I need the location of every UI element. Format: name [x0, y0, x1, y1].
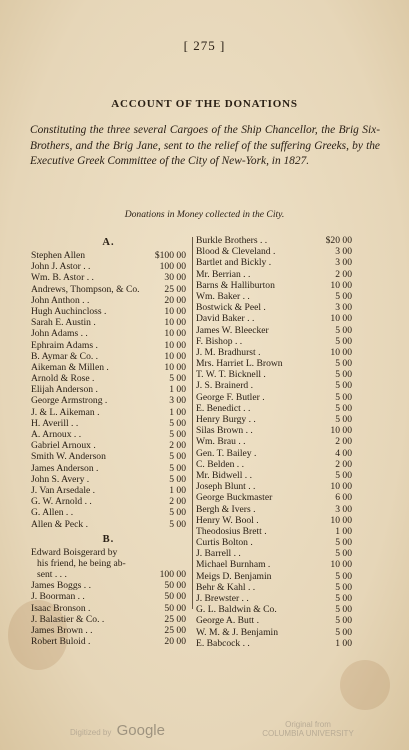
donation-amount: 5 00 — [335, 548, 352, 560]
donation-amount: 2 00 — [335, 458, 352, 470]
donor-name: Burkle Brothers . . — [196, 235, 268, 246]
donor-name: J. Barrell . . — [196, 548, 241, 560]
donor-name: Silas Brown . . — [196, 425, 253, 437]
donation-amount: 50 00 — [164, 591, 186, 603]
donation-amount: 5 00 — [169, 518, 186, 530]
donor-name: George Buckmaster — [196, 492, 273, 504]
donation-amount: 3 00 — [169, 395, 186, 407]
list-item — [31, 362, 186, 373]
list-item — [31, 603, 186, 614]
donor-name: James Brown . . — [31, 625, 93, 637]
list-item — [31, 463, 186, 474]
list-item — [196, 504, 352, 515]
donation-amount: 10 00 — [164, 317, 186, 329]
donor-name: E. Benedict . . — [196, 402, 251, 414]
donor-name: W. M. & J. Benjamin — [196, 626, 278, 638]
paper-stain — [340, 660, 390, 710]
donor-name: George F. Butler . — [196, 391, 265, 403]
donor-name: Isaac Bronson . — [31, 602, 91, 614]
donation-amount: 5 00 — [169, 462, 186, 474]
donor-name: James W. Bleecker — [196, 324, 269, 336]
donation-amount: 5 00 — [335, 570, 352, 582]
list-item — [31, 328, 186, 339]
donation-amount: 4 00 — [335, 447, 352, 459]
donor-name: Elijah Anderson . — [31, 384, 98, 396]
source-watermark — [258, 720, 358, 738]
donor-name: Wm. B. Astor . . — [31, 272, 94, 284]
list-item — [196, 481, 352, 492]
donation-amount: 5 00 — [335, 593, 352, 604]
donor-name: E. Babcock . . — [196, 637, 250, 649]
donor-name: J. Boorman . . — [31, 591, 85, 603]
donor-name: Gabriel Arnoux . — [31, 440, 96, 452]
donor-name: G. W. Arnold . . — [31, 496, 92, 508]
list-item — [196, 537, 352, 548]
donation-amount: 5 00 — [335, 414, 352, 425]
donor-name: Allen & Peck . — [31, 518, 89, 530]
list-item — [31, 614, 186, 625]
donor-name: George Armstrong . — [31, 395, 108, 407]
donor-name: John Adams . . — [31, 328, 88, 340]
list-item — [31, 295, 186, 306]
list-item — [31, 418, 186, 429]
donor-name: Barns & Halliburton — [196, 279, 275, 291]
list-item — [31, 519, 186, 530]
left-column — [31, 235, 186, 647]
list-item — [31, 250, 186, 261]
intro-paragraph: Constituting the three several Cargoes of the Ship Chancellor, the Brig Six-Brothers, and the Brig Jane, sent to the relief of the suffering Greeks, by the Executive Greek Committee of the City of New-York, in 1827. — [30, 124, 380, 167]
list-item — [196, 358, 352, 369]
section-letter-b: B. — [102, 533, 115, 545]
donor-name: J. Van Arsedale . — [31, 484, 96, 496]
donor-name: Mr. Bidwell . . — [196, 469, 252, 481]
donation-amount: 5 00 — [335, 615, 352, 627]
list-item — [31, 317, 186, 328]
donor-name: Meigs D. Benjamin — [196, 570, 272, 582]
donation-amount: 5 00 — [335, 402, 352, 414]
donor-name: Michael Burnham . — [196, 559, 271, 571]
donation-amount: 5 00 — [335, 290, 352, 302]
donation-amount: 10 00 — [164, 350, 186, 362]
list-item — [31, 591, 186, 602]
donor-name: Henry Burgy . . — [196, 414, 256, 425]
donation-amount: 3 00 — [335, 257, 352, 269]
donation-amount: 25 00 — [164, 625, 186, 637]
donation-amount: 3 00 — [335, 503, 352, 515]
donor-name: Blood & Cleveland . — [196, 246, 276, 258]
list-item — [31, 395, 186, 406]
donor-name: H. Averill . . — [31, 417, 79, 429]
donation-amount: 25 00 — [164, 613, 186, 625]
donor-list-b — [31, 580, 186, 647]
list-item — [31, 272, 186, 283]
donor-list-right — [196, 235, 352, 649]
donation-amount: 10 00 — [330, 425, 352, 437]
page-number: [ 275 ] — [183, 38, 226, 53]
list-item — [196, 515, 352, 526]
donor-name: J. & L. Aikeman . — [31, 406, 100, 418]
list-item — [31, 496, 186, 507]
donation-amount: 30 00 — [164, 272, 186, 284]
list-item — [196, 302, 352, 313]
donor-note-line: Edward Boisgerard by — [31, 546, 118, 558]
donation-amount: 5 00 — [335, 626, 352, 638]
donation-amount: 5 00 — [335, 537, 352, 549]
list-item — [196, 627, 352, 638]
donor-name: J. S. Brainerd . — [196, 380, 254, 392]
list-item — [196, 425, 352, 436]
donor-list-a — [31, 250, 186, 530]
list-item — [31, 625, 186, 636]
list-item — [31, 474, 186, 485]
donation-amount: 5 00 — [335, 469, 352, 481]
list-item — [31, 384, 186, 395]
donation-amount: 2 00 — [169, 496, 186, 508]
donation-amount: 1 00 — [169, 406, 186, 418]
donor-name: G. Allen . . — [31, 507, 74, 519]
digitized-watermark — [70, 722, 165, 739]
donation-amount: 5 00 — [335, 324, 352, 336]
list-item — [31, 569, 186, 580]
donor-name: G. L. Baldwin & Co. — [196, 604, 277, 616]
donor-name: Stephen Allen — [31, 250, 86, 261]
donor-name: James Boggs . . — [31, 580, 91, 592]
donation-amount: 1 00 — [169, 484, 186, 496]
donation-amount: 20 00 — [164, 636, 186, 648]
list-item — [31, 306, 186, 317]
donor-name: Bartlet and Bickly . — [196, 257, 272, 269]
donation-amount: 10 00 — [164, 305, 186, 317]
donation-amount: 50 00 — [164, 580, 186, 592]
list-item — [196, 235, 352, 246]
list-item — [31, 507, 186, 518]
donation-amount: 1 00 — [335, 525, 352, 537]
donor-name: Joseph Blunt . . — [196, 481, 256, 493]
donation-amount: 5 00 — [335, 581, 352, 593]
donor-name: James Anderson . — [31, 462, 99, 474]
donation-amount: 3 00 — [335, 246, 352, 258]
donor-name: John S. Avery . — [31, 473, 90, 485]
list-item — [196, 604, 352, 615]
original-from-text: Original from — [285, 720, 331, 729]
donation-amount: 25 00 — [164, 283, 186, 295]
list-item — [196, 448, 352, 459]
donor-name: John J. Astor . . — [31, 261, 91, 273]
list-item — [196, 313, 352, 324]
donor-name: Aikeman & Millen . — [31, 361, 109, 373]
right-column — [196, 235, 352, 649]
list-item — [196, 380, 352, 391]
list-item — [196, 436, 352, 447]
list-item — [196, 470, 352, 481]
donation-amount: 5 00 — [335, 380, 352, 392]
donor-name: Smith W. Anderson — [31, 451, 106, 463]
donor-note-line: his friend, he being ab- — [37, 557, 126, 569]
list-item — [196, 593, 352, 604]
column-divider — [192, 237, 193, 609]
list-item — [196, 257, 352, 268]
donation-amount: 10 00 — [330, 279, 352, 291]
donor-note — [31, 547, 186, 569]
list-item — [196, 571, 352, 582]
page-title: ACCOUNT OF THE DONATIONS — [111, 98, 298, 110]
donor-name: J. Brewster . . — [196, 593, 249, 604]
list-item — [196, 291, 352, 302]
donor-name: Henry W. Bool . — [196, 514, 259, 526]
donor-name: sent . . . — [37, 569, 67, 581]
donation-amount: 10 00 — [330, 514, 352, 526]
list-item — [196, 459, 352, 470]
donor-name: J. M. Bradhurst . — [196, 346, 261, 358]
donor-name: T. W. T. Bicknell . — [196, 369, 266, 381]
donor-name: F. Bishop . . — [196, 335, 243, 347]
donation-amount: 10 00 — [164, 328, 186, 340]
donor-name: Gen. T. Bailey . — [196, 447, 257, 459]
list-item — [196, 347, 352, 358]
donation-amount: 1 00 — [335, 637, 352, 649]
list-item — [196, 492, 352, 503]
donor-name: Bostwick & Peel . — [196, 302, 266, 314]
donation-amount: 5 00 — [335, 369, 352, 381]
donor-name: Wm. Brau . . — [196, 436, 246, 448]
list-item — [196, 336, 352, 347]
donation-amount: 2 00 — [335, 436, 352, 448]
list-item — [196, 403, 352, 414]
donor-name: Wm. Baker . . — [196, 290, 250, 302]
donation-amount: 10 00 — [330, 559, 352, 571]
donor-name: Ephraim Adams . — [31, 339, 98, 351]
donation-amount: 2 00 — [335, 268, 352, 280]
list-item — [196, 280, 352, 291]
donation-amount: 5 00 — [169, 417, 186, 429]
list-item — [31, 351, 186, 362]
donor-name: J. Balastier & Co. . — [31, 613, 105, 625]
list-item — [196, 325, 352, 336]
donation-amount: 5 00 — [335, 358, 352, 370]
donation-amount: 20 00 — [164, 294, 186, 306]
list-item — [31, 429, 186, 440]
donor-name: Curtis Bolton . — [196, 537, 253, 549]
list-item — [196, 559, 352, 570]
donation-amount: 5 00 — [169, 473, 186, 485]
list-item — [31, 440, 186, 451]
list-item — [196, 638, 352, 649]
list-item — [31, 261, 186, 272]
list-item — [31, 451, 186, 462]
list-item — [31, 636, 186, 647]
donor-name: C. Belden . . — [196, 458, 244, 470]
donation-amount: 10 00 — [330, 346, 352, 358]
donor-name: Andrews, Thompson, & Co. — [31, 283, 140, 295]
donation-amount: 5 00 — [335, 335, 352, 347]
list-item — [196, 615, 352, 626]
donor-name: Robert Buloid . — [31, 636, 91, 648]
donation-amount: 50 00 — [164, 602, 186, 614]
donation-amount: $100 00 — [154, 250, 186, 261]
donor-name: Bergh & Ivers . — [196, 503, 256, 515]
donation-amount: 2 00 — [169, 440, 186, 452]
donor-name: Sarah E. Austin . — [31, 317, 96, 329]
donation-amount: 100 00 — [159, 261, 186, 273]
list-item — [31, 485, 186, 496]
google-logo: Google — [116, 722, 165, 739]
list-item — [196, 582, 352, 593]
donation-amount: 5 00 — [335, 391, 352, 403]
donation-amount: 5 00 — [335, 604, 352, 616]
donation-amount: 3 00 — [335, 302, 352, 314]
list-item — [196, 548, 352, 559]
list-item — [196, 269, 352, 280]
donation-amount: 5 00 — [169, 373, 186, 385]
list-item — [196, 526, 352, 537]
donation-amount: 10 00 — [164, 339, 186, 351]
donation-amount: 10 00 — [330, 481, 352, 493]
donor-name: A. Arnoux . . — [31, 429, 82, 440]
subheading: Donations in Money collected in the City. — [124, 209, 285, 220]
list-item — [196, 246, 352, 257]
donor-name: Mrs. Harriet L. Brown — [196, 358, 283, 370]
donation-amount: $20 00 — [325, 235, 352, 246]
donation-amount: 10 00 — [330, 313, 352, 325]
list-item — [196, 414, 352, 425]
list-item — [31, 284, 186, 295]
list-item — [31, 580, 186, 591]
donor-name: B. Aymar & Co. . — [31, 350, 99, 362]
donation-amount: 5 00 — [169, 507, 186, 519]
donor-name: Mr. Berrian . . — [196, 268, 251, 280]
list-item — [196, 392, 352, 403]
donation-amount: 1 00 — [169, 384, 186, 396]
section-letter-a: A. — [102, 237, 115, 248]
donor-name: George A. Butt . — [196, 615, 259, 627]
list-item — [31, 340, 186, 351]
donor-name: Hugh Auchincloss . — [31, 305, 107, 317]
donor-name: Theodosius Brett . — [196, 525, 267, 537]
donation-amount: 5 00 — [169, 451, 186, 463]
list-item — [31, 373, 186, 384]
digitized-by-text: Digitized by — [70, 728, 112, 737]
donor-name: John Anthon . . — [31, 294, 90, 306]
donation-amount: 6 00 — [335, 492, 352, 504]
donor-name: David Baker . . — [196, 313, 255, 325]
donation-amount: 10 00 — [164, 361, 186, 373]
donation-amount: 100 00 — [159, 569, 186, 581]
donor-name: Behr & Kahl . . — [196, 581, 256, 593]
institution-text: COLUMBIA UNIVERSITY — [262, 729, 354, 738]
list-item — [31, 407, 186, 418]
donation-amount: 5 00 — [169, 429, 186, 440]
list-item — [196, 369, 352, 380]
donor-name: Arnold & Rose . — [31, 373, 95, 385]
